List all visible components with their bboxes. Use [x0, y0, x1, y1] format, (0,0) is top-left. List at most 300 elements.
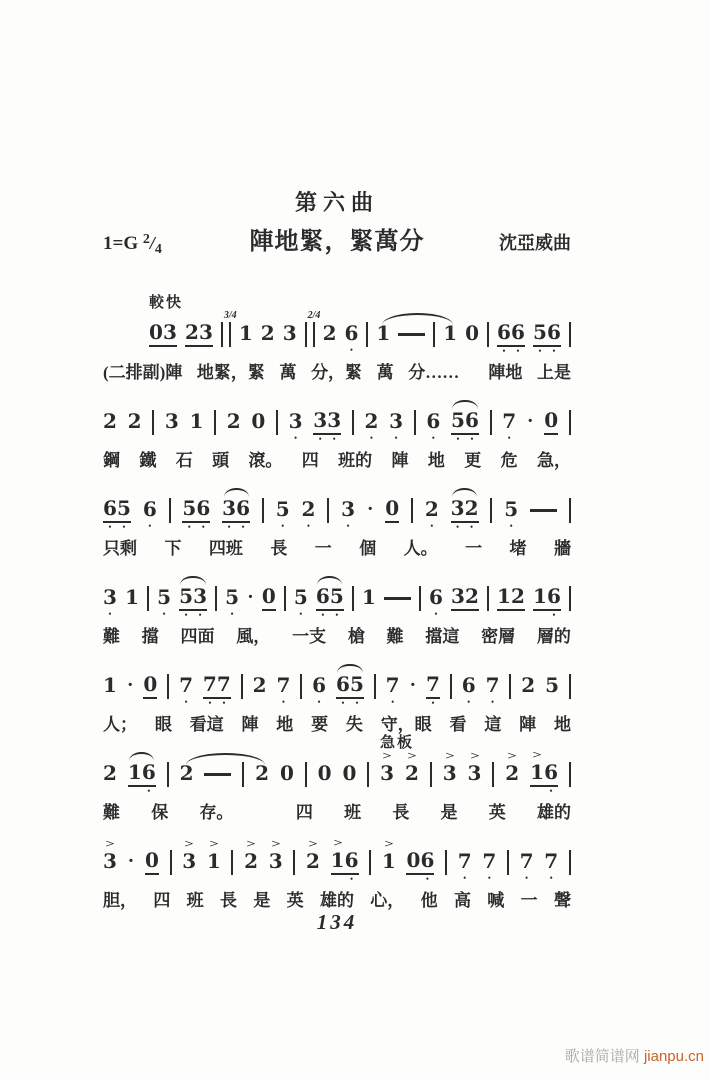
low-octave-dot: •: [502, 345, 506, 356]
lyric-syllable: 存。: [199, 803, 234, 822]
note-token: [128, 397, 142, 444]
accent-slot: [190, 397, 204, 410]
octave-dot-slot: [255, 786, 269, 796]
note-token: [306, 837, 320, 884]
barline: [569, 586, 571, 611]
digit: 6: [344, 320, 359, 345]
lyric-syllable: 個: [359, 539, 377, 558]
digit: 5: [293, 584, 308, 609]
low-octave-dot: •: [470, 433, 474, 444]
barline: [242, 762, 244, 787]
accent-slot: [465, 309, 479, 322]
note-token: [276, 661, 290, 708]
digit: 7: [276, 672, 291, 697]
low-octave-dot: •: [434, 608, 438, 619]
note-top-row: [185, 308, 213, 321]
note-octave-dots: [451, 611, 479, 621]
note-token: [179, 661, 193, 708]
lyric-syllable: 危: [500, 451, 518, 470]
digit: 0: [143, 671, 158, 696]
note-token: [289, 397, 303, 444]
low-octave-dot: •: [317, 696, 321, 707]
note-top-row: [239, 309, 253, 322]
octave-dot-slot: [190, 434, 204, 444]
note-octave-dots: [465, 346, 479, 356]
note-octave-dots: [443, 786, 457, 796]
note-token: [465, 309, 479, 356]
note-digits: [451, 585, 479, 611]
digit: 5: [329, 583, 344, 608]
low-octave-dot: •: [552, 345, 556, 356]
note-token: [283, 309, 297, 356]
sustain-dash: [384, 597, 411, 600]
accent-slot: [283, 309, 297, 322]
note-top-row: [382, 837, 396, 850]
note-digits: [103, 674, 117, 698]
octave-dot-slot: [180, 786, 194, 796]
augmentation-dot: ·: [126, 674, 134, 696]
accent-mark: >: [445, 748, 455, 762]
accent-slot: [261, 309, 275, 322]
note-octave-dots: [482, 874, 496, 884]
low-octave-dot: •: [341, 697, 345, 708]
low-octave-dot: •: [509, 520, 513, 531]
note-digits: [143, 673, 157, 699]
lyric-syllable: 分，緊: [311, 363, 363, 382]
barline: [293, 850, 295, 875]
note-top-row: [502, 397, 516, 410]
lyric-syllable: 心，: [370, 891, 405, 910]
note-token: [179, 572, 207, 621]
lyric-syllable: 看: [449, 715, 467, 734]
accent-slot: [345, 309, 359, 322]
digit: 1: [376, 320, 391, 345]
note-top-row: [451, 484, 479, 497]
digit: 1: [330, 847, 345, 872]
note-digits: [451, 409, 479, 435]
note-digits: [276, 498, 290, 522]
note-octave-dots: [365, 434, 379, 444]
low-octave-dot: •: [122, 521, 126, 532]
time-signature-bottom: 4: [154, 242, 162, 257]
notation-row: [103, 660, 571, 708]
barline: [167, 762, 169, 787]
lyric-syllable: 密層: [481, 627, 516, 646]
note-octave-dots: [125, 610, 139, 620]
barline: [300, 674, 302, 699]
digit: 6: [236, 495, 251, 520]
digit: 3: [288, 408, 303, 433]
note-digits: [128, 410, 142, 434]
digit: 3: [313, 407, 328, 432]
lyric-syllable: 萬: [376, 363, 394, 382]
lyric-syllable: 四班: [208, 539, 243, 558]
note-token: [342, 749, 356, 796]
digit: 1: [361, 584, 376, 609]
digit: 6: [420, 847, 435, 872]
digit: 5: [349, 671, 364, 696]
note-top-row: [203, 660, 231, 673]
lyric-syllable: 難: [103, 803, 120, 822]
digit: 1: [238, 320, 253, 345]
note-octave-dots: [225, 610, 239, 620]
octave-dot-slot: [207, 874, 221, 884]
digit: 2: [464, 583, 479, 608]
notation-row: [103, 836, 571, 884]
note-digits: [533, 321, 561, 347]
accent-slot: [251, 397, 265, 410]
lyric-syllable: 保: [151, 803, 169, 822]
note-digits: [103, 497, 131, 523]
accent-slot: [533, 572, 547, 585]
accent-slot: [458, 837, 472, 850]
note-digits: [203, 673, 231, 699]
note-octave-dots: [505, 786, 519, 796]
note-digits: [380, 762, 394, 786]
lyric-syllable: 地: [553, 715, 571, 734]
note-top-row: [497, 572, 525, 585]
note-top-row: [103, 397, 117, 410]
note-octave-dots: [262, 611, 276, 621]
note-token: [331, 836, 359, 885]
lyric-syllable: 上是: [536, 363, 571, 382]
note-top-row: [280, 749, 294, 762]
note-octave-dots: [165, 434, 179, 444]
lyric-syllable: 班: [344, 803, 362, 822]
accent-slot: [520, 837, 534, 850]
accent-slot: [217, 660, 231, 673]
note-digits: [336, 673, 364, 699]
note-top-row: [451, 396, 479, 409]
digit: 2: [505, 760, 520, 785]
barline: [569, 498, 571, 523]
octave-dot-slot: [465, 611, 479, 621]
note-token: [451, 484, 479, 533]
note-digits: [185, 321, 213, 347]
accent-slot: [165, 397, 179, 410]
note-top-row: [486, 661, 500, 674]
note-octave-dots: [222, 523, 250, 533]
note-digits: [261, 322, 275, 346]
low-octave-dot: •: [321, 609, 325, 620]
accent-slot: [103, 397, 117, 410]
note-token: [239, 309, 253, 356]
low-octave-dot: •: [549, 785, 553, 796]
note-digits: [486, 674, 500, 698]
digit: 0: [251, 408, 266, 433]
barline: [487, 586, 489, 611]
digit: 2: [179, 760, 194, 785]
sustain-dash: [204, 773, 231, 776]
note-octave-dots: [533, 347, 561, 357]
note-token: [251, 397, 265, 444]
note-octave-dots: [255, 786, 269, 796]
digit: 6: [544, 759, 558, 784]
barline: [369, 850, 371, 875]
digit: 0: [342, 760, 357, 785]
note-octave-dots: [426, 699, 440, 709]
note-octave-dots: [269, 874, 283, 884]
digit: 6: [546, 319, 561, 344]
octave-dot-slot: [261, 346, 275, 356]
note-octave-dots: [280, 786, 294, 796]
note-token: [294, 573, 308, 620]
accent-slot: [128, 397, 142, 410]
digit: 7: [385, 672, 400, 697]
octave-dot-slot: [468, 786, 482, 796]
low-octave-dot: •: [349, 344, 354, 355]
digit: 2: [127, 408, 142, 433]
note-top-row: [269, 837, 283, 850]
octave-dot-slot: [227, 434, 241, 444]
note-digits: [207, 850, 221, 874]
note-octave-dots: [179, 611, 207, 621]
music-system: [103, 836, 571, 913]
note-digits: [544, 850, 558, 874]
note-digits: [289, 410, 303, 434]
low-octave-dot: •: [184, 609, 188, 620]
lyric-syllable: 頭: [212, 451, 230, 470]
note-octave-dots: [207, 874, 221, 884]
note-token: [443, 749, 457, 796]
octave-dot-slot: [505, 786, 519, 796]
note-digits: [316, 585, 344, 611]
note-digits: [468, 762, 482, 786]
octave-dot-slot: [521, 698, 535, 708]
digit: 6: [312, 672, 327, 697]
lyrics-row: [103, 537, 571, 561]
digit: 3: [327, 407, 342, 432]
digit: 6: [547, 583, 561, 608]
note-octave-dots: [318, 786, 332, 796]
accent-slot: [497, 572, 511, 585]
note-digits: [143, 498, 157, 522]
note-octave-dots: [426, 434, 440, 444]
lyric-syllable: 這: [484, 715, 502, 734]
note-top-row: [190, 397, 204, 410]
accent-slot: [103, 573, 117, 586]
digit: 7: [544, 848, 559, 873]
digit: 6: [196, 495, 211, 520]
octave-dot-slot: [382, 874, 396, 884]
octave-dot-slot: [306, 874, 320, 884]
note-top-row: [253, 661, 267, 674]
barline: [487, 322, 489, 347]
accent-slot: [203, 660, 217, 673]
barline: [276, 410, 278, 435]
accent-slot: [486, 661, 500, 674]
note-token: [103, 661, 117, 708]
octave-dot-slot: [443, 346, 457, 356]
barline: [411, 498, 413, 523]
note-top-row: [386, 661, 400, 674]
digit: 2: [255, 760, 270, 785]
note-top-row: [545, 661, 559, 674]
barline: [152, 410, 154, 435]
digit: 0: [144, 847, 159, 872]
accent-slot: [362, 573, 376, 586]
low-octave-dot: •: [281, 696, 285, 707]
note-octave-dots: [425, 522, 439, 532]
note-top-row: [425, 485, 439, 498]
note-token: [253, 661, 267, 708]
note-token: [180, 749, 194, 796]
note-token: [185, 308, 213, 357]
note-token: [103, 484, 131, 533]
time-signature-top: 2: [142, 232, 150, 247]
note-digits: [227, 410, 241, 434]
note-octave-dots: [301, 522, 315, 532]
digit: 0: [465, 320, 480, 345]
accent-slot: [547, 572, 561, 585]
note-digits: [530, 761, 558, 787]
note-octave-dots: [103, 874, 117, 884]
digit: 2: [301, 496, 316, 521]
watermark-domain: jianpu.cn: [643, 1048, 704, 1065]
octave-dot-slot: [465, 346, 479, 356]
note-top-row: [362, 573, 376, 586]
low-octave-dot: •: [456, 433, 460, 444]
lyric-syllable: 陣地: [488, 363, 523, 382]
note-top-row: [341, 485, 355, 498]
octave-dot-slot: [533, 611, 547, 621]
accent-mark: >: [308, 836, 318, 850]
low-octave-dot: •: [430, 520, 434, 531]
accent-mark: >: [407, 748, 417, 762]
note-digits: [239, 322, 253, 346]
note-octave-dots: [376, 346, 390, 356]
note-top-row: [179, 572, 207, 585]
lyric-syllable: 英: [286, 891, 304, 910]
note-octave-dots: [261, 346, 275, 356]
octave-dot-slot: [544, 435, 558, 445]
digit: 3: [341, 496, 355, 521]
note-digits: [149, 321, 177, 347]
octave-dot-slot: [128, 434, 142, 444]
accent-slot: [544, 396, 558, 409]
digit: 5: [532, 319, 547, 344]
digit: 6: [461, 672, 476, 697]
music-system: [103, 735, 571, 825]
octave-dot-slot: [443, 786, 457, 796]
note-token: [103, 573, 117, 620]
augmentation-dot: ·: [366, 498, 374, 520]
note-token: [386, 661, 400, 708]
digit: 5: [179, 583, 194, 608]
note-token: [269, 837, 283, 884]
note-token: [157, 573, 171, 620]
barline: [284, 586, 286, 611]
note-digits: [251, 410, 265, 434]
digit: 7: [519, 848, 534, 873]
low-octave-dot: •: [184, 696, 188, 707]
note-token: [362, 573, 376, 620]
lyric-syllable: 鋼: [103, 451, 120, 470]
accent-slot: [426, 660, 440, 673]
note-octave-dots: [362, 610, 376, 620]
octave-dot-slot: [405, 786, 419, 796]
digit: 1: [189, 408, 204, 433]
lyric-syllable: 四面: [180, 627, 215, 646]
low-octave-dot: •: [538, 345, 542, 356]
octave-dot-slot: [244, 874, 258, 884]
barline: [569, 674, 571, 699]
barline: [490, 498, 492, 523]
accent-mark: >: [507, 748, 517, 762]
digit: 6: [511, 319, 525, 344]
note-token: [545, 661, 559, 708]
note-digits: [283, 322, 297, 346]
note-top-row: [143, 660, 157, 673]
barline: [374, 674, 376, 699]
note-octave-dots: [530, 787, 558, 797]
digit: 2: [103, 408, 117, 433]
digit: 2: [464, 495, 479, 520]
octave-dot-slot: [280, 786, 294, 796]
note-top-row: [429, 573, 443, 586]
low-octave-dot: •: [222, 697, 226, 708]
accent-mark: >: [469, 748, 480, 762]
double-barline: [305, 309, 321, 347]
note-digits: [179, 585, 207, 611]
low-octave-dot: •: [198, 609, 202, 620]
lyric-syllable: 長: [219, 891, 237, 910]
lyric-syllable: 高: [453, 891, 471, 910]
note-top-row: [521, 661, 535, 674]
note-top-row: [462, 661, 476, 674]
digit: 3: [182, 848, 197, 873]
note-top-row: [544, 837, 558, 850]
note-digits: [385, 497, 399, 523]
note-digits: [323, 322, 337, 346]
note-token: [203, 660, 231, 709]
time-signature-change: 2/4: [307, 309, 321, 321]
note-octave-dots: [544, 874, 558, 884]
digit: 3: [282, 320, 297, 345]
lyrics-row: [103, 449, 571, 473]
lyrics-row: [103, 713, 571, 737]
note-top-row: [312, 661, 326, 674]
low-octave-dot: •: [431, 432, 435, 443]
low-octave-dot: •: [201, 521, 205, 532]
augmentation-dot: ·: [127, 850, 135, 872]
digit: 0: [279, 760, 294, 785]
note-octave-dots: [331, 875, 359, 885]
lyric-syllable: 人。: [403, 539, 438, 558]
music-system: [103, 396, 571, 473]
digit: 3: [193, 583, 208, 608]
accent-slot: [227, 397, 241, 410]
note-token: [426, 397, 440, 444]
augmentation-dot: ·: [409, 674, 417, 696]
low-octave-dot: •: [425, 873, 429, 884]
note-octave-dots: [180, 786, 194, 796]
octave-dot-slot: [262, 611, 276, 621]
octave-dot-slot: [511, 611, 525, 621]
lyric-syllable: 雄的: [536, 803, 571, 822]
digit: 3: [389, 408, 404, 433]
octave-dot-slot: [103, 698, 117, 708]
accent-slot: [185, 308, 199, 321]
digit: 2: [405, 760, 419, 785]
note-octave-dots: [103, 610, 117, 620]
note-digits: [533, 585, 561, 611]
digit: 3: [467, 760, 482, 785]
lyric-syllable: 擋這: [425, 627, 460, 646]
note-token: [458, 837, 472, 884]
note-digits: [497, 321, 525, 347]
notation-row: [103, 735, 571, 796]
